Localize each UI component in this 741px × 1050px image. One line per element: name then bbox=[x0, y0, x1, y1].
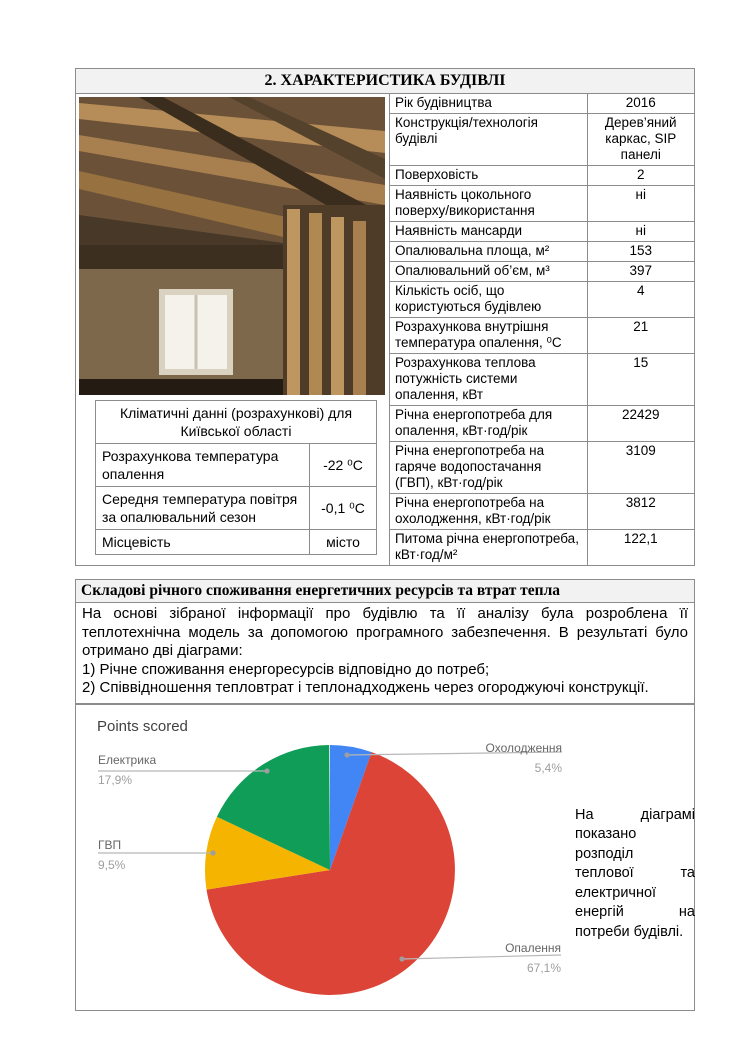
energy-components-section bbox=[75, 579, 695, 704]
table-row bbox=[390, 530, 694, 566]
callout-label: Охолодження bbox=[485, 740, 562, 755]
chart-title: Points scored bbox=[97, 717, 188, 735]
row-label: Середня температура повітря за опалювальний сезон bbox=[96, 487, 310, 530]
table-row bbox=[390, 494, 694, 530]
building-photo bbox=[76, 94, 389, 398]
row-value: 397 bbox=[587, 262, 694, 282]
callout-heating bbox=[505, 942, 561, 975]
table-row bbox=[390, 282, 694, 318]
document-page bbox=[75, 68, 695, 1011]
table-row bbox=[96, 444, 377, 487]
row-label: Опалювальна площа, м² bbox=[390, 242, 587, 262]
climate-table bbox=[95, 400, 377, 555]
callout-hot-water bbox=[98, 839, 125, 872]
row-label: Наявність мансарди bbox=[390, 222, 587, 242]
callout-label: Електрика bbox=[98, 752, 157, 767]
table-row bbox=[390, 262, 694, 282]
row-label: Річна енергопотреба на охолодження, кВт·год/рік bbox=[390, 494, 587, 530]
callout-electricity bbox=[98, 754, 156, 787]
intro-text bbox=[76, 603, 694, 703]
row-label: Розрахункова внутрішня температура опалення, ⁰С bbox=[390, 318, 587, 354]
row-value: ні bbox=[587, 186, 694, 222]
table-row bbox=[96, 530, 377, 555]
building-photo-image bbox=[79, 97, 385, 395]
row-label: Питома річна енергопотреба, кВт·год/м² bbox=[395, 531, 579, 562]
callout-percent: 9,5% bbox=[98, 857, 126, 872]
row-value: 3109 bbox=[587, 442, 694, 494]
row-value: Дерев’яний каркас, SIP панелі bbox=[587, 114, 694, 166]
table-row bbox=[390, 354, 694, 406]
row-value: місто bbox=[310, 530, 377, 555]
row-label: Річна енергопотреба для опалення, кВт·год/рік bbox=[390, 406, 587, 442]
section-title: 2. ХАРАКТЕРИСТИКА БУДІВЛІ bbox=[76, 69, 694, 94]
row-label: Річна енергопотреба на гаряче водопостачання (ГВП), кВт·год/рік bbox=[390, 442, 587, 494]
section-title-components: Складові річного споживання енергетичних ресурсів та втрат тепла bbox=[76, 580, 694, 603]
callout-label: Опалення bbox=[505, 940, 561, 955]
row-value: 21 bbox=[587, 318, 694, 354]
row-value: 122,1 bbox=[587, 530, 694, 566]
intro-paragraph: На основі зібраної інформації про будівлю та її аналізу була розроблена її теплотехнічна модель за допомогою програмного забезпечення. В результаті було отримано дві діаграми: bbox=[82, 605, 688, 659]
row-value: -0,1 ⁰C bbox=[310, 487, 377, 530]
row-label: Місцевість bbox=[96, 530, 310, 555]
row-label: Рік будівництва bbox=[390, 94, 587, 114]
list-item: 2) Співвідношення тепловтрат і теплонадходжень через огороджуючі конструкції. bbox=[82, 679, 649, 696]
climate-table-title: Кліматичні данні (розрахункові) для Київської області bbox=[96, 401, 377, 444]
row-value: 2016 bbox=[587, 94, 694, 114]
table-row bbox=[390, 186, 694, 222]
table-row bbox=[390, 222, 694, 242]
callout-percent: 17,9% bbox=[98, 772, 133, 787]
table-row bbox=[390, 406, 694, 442]
table-row bbox=[96, 487, 377, 530]
row-label: Опалювальний об’єм, м³ bbox=[390, 262, 587, 282]
row-value: 3812 bbox=[587, 494, 694, 530]
row-value: 4 bbox=[587, 282, 694, 318]
chart-section bbox=[75, 704, 695, 1011]
row-value: ні bbox=[587, 222, 694, 242]
row-label: Наявність цокольного поверху/використання bbox=[390, 186, 587, 222]
row-value: 153 bbox=[587, 242, 694, 262]
table-row bbox=[390, 318, 694, 354]
row-value: 22429 bbox=[587, 406, 694, 442]
building-characteristics-section bbox=[75, 68, 695, 566]
callout-percent: 5,4% bbox=[534, 760, 562, 775]
row-label: Кількість осіб, що користуються будівлею bbox=[390, 282, 587, 318]
callout-cooling bbox=[486, 742, 562, 775]
row-value: 2 bbox=[587, 166, 694, 186]
table-row bbox=[96, 401, 377, 444]
characteristics-table bbox=[390, 94, 694, 565]
table-row bbox=[390, 242, 694, 262]
row-label: Конструкція/технологія будівлі bbox=[390, 114, 587, 166]
table-row bbox=[390, 442, 694, 494]
table-row bbox=[390, 94, 694, 114]
row-label: Поверховість bbox=[390, 166, 587, 186]
table-row bbox=[390, 166, 694, 186]
callout-percent: 67,1% bbox=[526, 960, 561, 975]
right-column bbox=[390, 94, 694, 565]
table-row bbox=[390, 114, 694, 166]
left-column bbox=[76, 94, 390, 565]
callout-label: ГВП bbox=[98, 837, 122, 852]
chart-side-note: На діаграмі показано розподіл теплової та електричної енергій на потреби будівлі. bbox=[575, 806, 695, 940]
row-label: Розрахункова температура опалення bbox=[96, 444, 310, 487]
row-value: 15 bbox=[587, 354, 694, 406]
list-item: 1) Річне споживання енергоресурсів відповідно до потреб; bbox=[82, 660, 490, 678]
row-label: Розрахункова теплова потужність системи опалення, кВт bbox=[390, 354, 587, 406]
pie-chart bbox=[76, 705, 694, 1010]
row-value: -22 ⁰C bbox=[310, 444, 377, 487]
